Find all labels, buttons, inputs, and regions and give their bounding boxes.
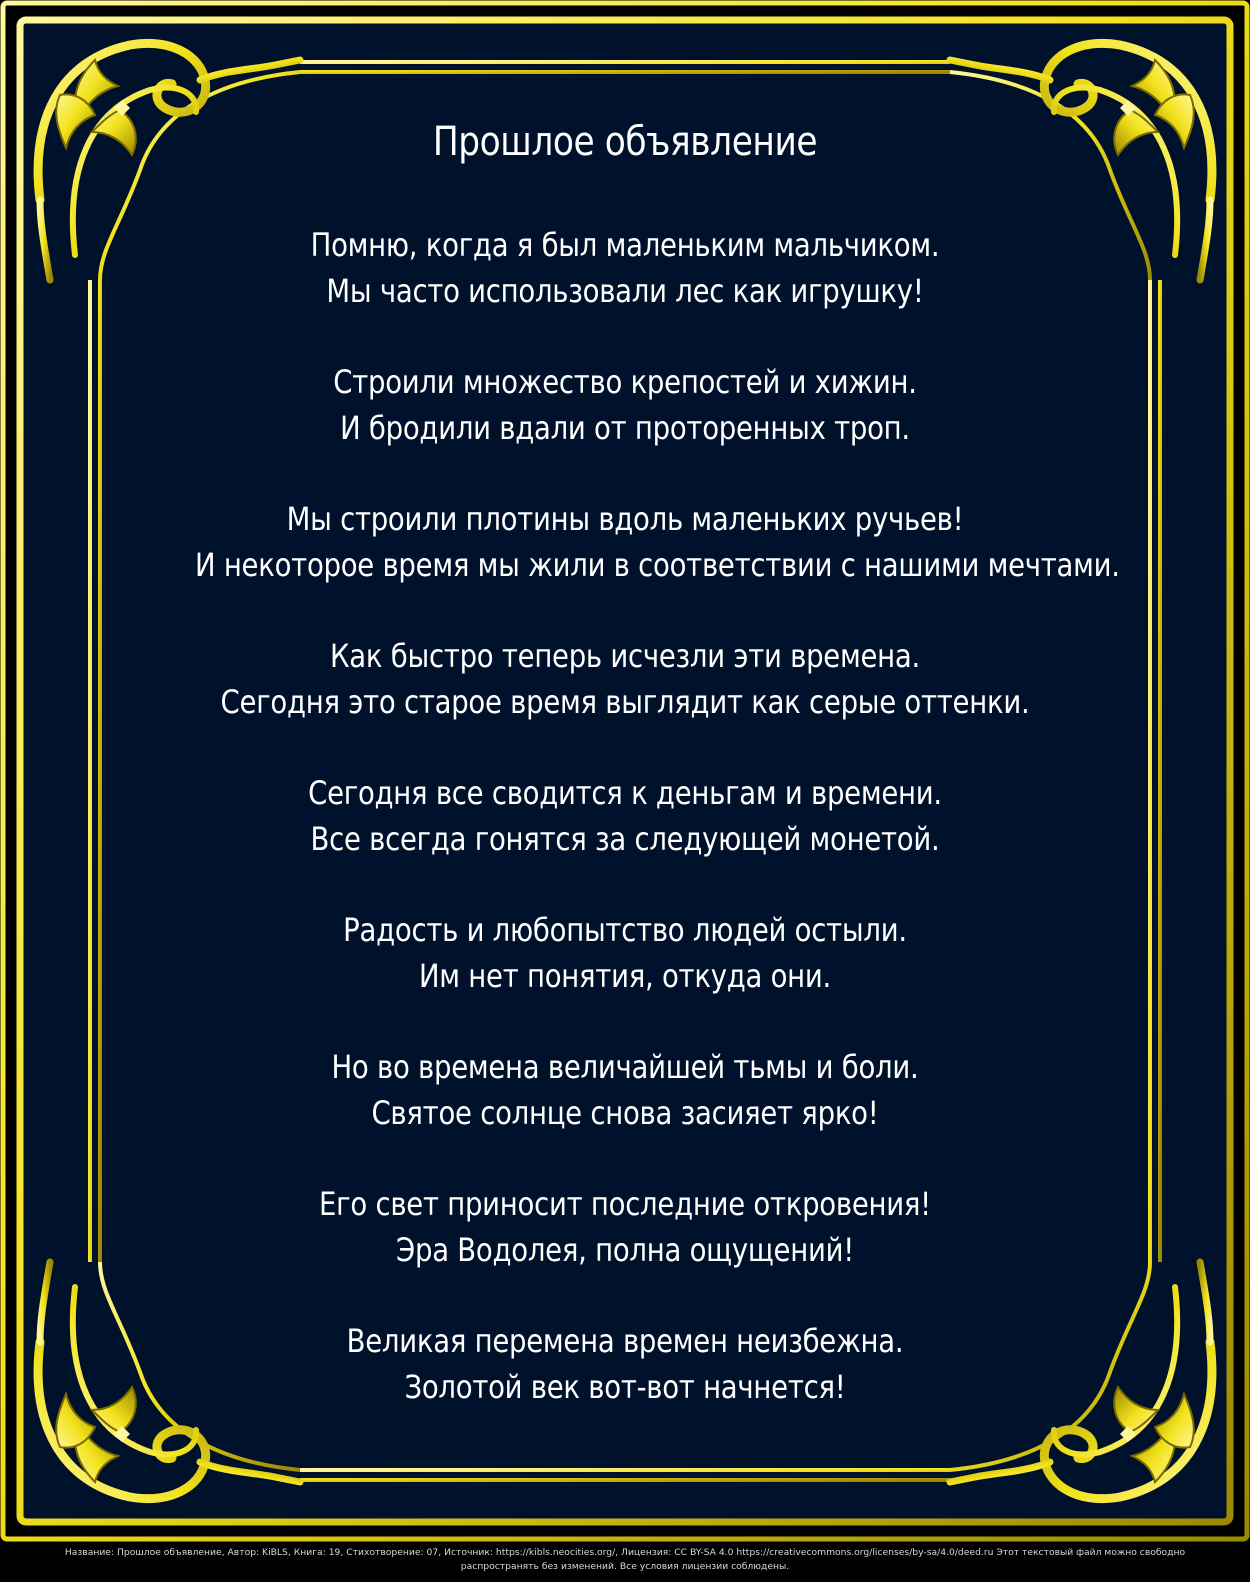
poem-line: Эра Водолея, полна ощущений! — [396, 1231, 854, 1269]
poem-line: Но во времена величайшей тьмы и боли. — [331, 1048, 919, 1086]
stanza — [195, 633, 1055, 725]
poem-line: Помню, когда я был маленьким мальчиком. — [310, 226, 940, 264]
poem-line: Как быстро теперь исчезли эти времена. — [330, 637, 920, 675]
poem-title: Прошлое объявление — [432, 119, 818, 165]
poem-line: Святое солнце снова засияет ярко! — [371, 1094, 879, 1132]
footer-line: Название: Прошлое объявление, Автор: KiBLS, Книга: 19, Стихотворение: 07, Источник: https://kibls.neocities.org/, Лицензия: CC BY-SA 4.0 https://creativecommons.org/licenses/by-sa/4.0/deed.ru Этот текстовый файл можно свободно — [64, 1547, 1186, 1558]
stanza — [195, 359, 1055, 451]
poem-line: Его свет приносит последние откровения! — [319, 1185, 931, 1223]
poem-line: И бродили вдали от проторенных троп. — [340, 409, 910, 447]
poem-line: Сегодня это старое время выглядит как серые оттенки. — [220, 683, 1030, 721]
stanza — [195, 1044, 1055, 1136]
poem-line: Им нет понятия, откуда они. — [418, 957, 832, 995]
stanza — [195, 496, 1120, 588]
poem-line: Сегодня все сводится к деньгам и времени. — [308, 774, 942, 812]
footer-line: распространять без изменений. Все условия лицензии соблюдены. — [460, 1561, 790, 1572]
stanza — [195, 1318, 1055, 1410]
poem-line: Все всегда гонятся за следующей монетой. — [310, 820, 940, 858]
license-footer — [10, 1546, 1240, 1574]
poem-line: Радость и любопытство людей остыли. — [343, 911, 907, 949]
poem-line: Строили множество крепостей и хижин. — [333, 363, 917, 401]
poem-line: Золотой век вот-вот начнется! — [404, 1368, 846, 1406]
poem-line: Великая перемена времен неизбежна. — [346, 1322, 904, 1360]
stanza — [195, 222, 1055, 314]
poem-line: Мы часто использовали лес как игрушку! — [326, 272, 924, 310]
poem-line: Мы строили плотины вдоль маленьких ручьев! — [286, 500, 964, 538]
poem-line: И некоторое время мы жили в соответствии с нашими мечтами. — [195, 546, 1120, 584]
stanza — [195, 907, 1055, 999]
stanza — [195, 770, 1055, 862]
poem-body — [195, 112, 1120, 1455]
stanza — [195, 1181, 1055, 1273]
